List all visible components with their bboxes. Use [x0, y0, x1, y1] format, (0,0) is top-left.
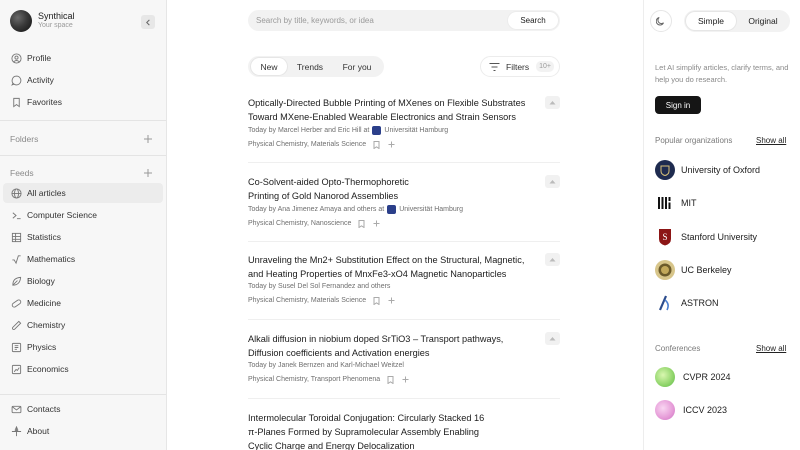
sidebar-item-contacts[interactable] [10, 402, 61, 416]
tab-new[interactable]: New [251, 58, 287, 75]
feed-item-label: Physics [27, 342, 57, 352]
filters-count-badge: 10+ [536, 61, 554, 72]
plus-icon[interactable] [401, 375, 410, 384]
org-name: UC Berkeley [681, 265, 732, 275]
org-item-berkeley[interactable] [655, 259, 732, 281]
filter-icon [489, 62, 500, 72]
sidebar-item-activity[interactable] [10, 73, 54, 87]
table-icon [10, 231, 22, 243]
chevron-up-icon [549, 179, 556, 184]
article-categories[interactable]: Physical Chemistry, Nanoscience [248, 220, 352, 227]
chat-icon [10, 74, 22, 86]
function-icon [10, 253, 22, 265]
feed-item-all-articles[interactable] [10, 186, 66, 200]
plus-icon [143, 168, 153, 178]
article-tags [248, 140, 396, 149]
article-authors: Today by Janek Bernzen and Karl-Michael Weitzel [248, 362, 404, 369]
pill-icon [10, 297, 22, 309]
feed-item-computer-science[interactable] [10, 208, 97, 222]
org-item-mit[interactable] [655, 192, 697, 214]
conference-name: CVPR 2024 [683, 372, 731, 382]
organizations-show-all-link[interactable]: Show all [756, 136, 787, 145]
feed-item-label: Chemistry [27, 320, 66, 330]
ai-promo-text: Let AI simplify articles, clarify terms, and help you do research. [655, 63, 789, 84]
bookmark-icon[interactable] [372, 296, 381, 305]
sidebar-item-favorites[interactable] [10, 95, 62, 109]
bookmark-icon[interactable] [357, 219, 366, 228]
search-bar [248, 10, 560, 31]
flask-icon [10, 319, 22, 331]
bookmark-icon[interactable] [386, 375, 395, 384]
filters-button[interactable] [480, 56, 560, 77]
collapse-sidebar-button[interactable] [141, 15, 155, 29]
mail-icon [10, 403, 22, 415]
filters-label: Filters [506, 61, 530, 72]
feed-item-label: Statistics [27, 232, 62, 242]
article-meta [248, 362, 404, 369]
add-folder-button[interactable] [142, 133, 154, 145]
feed-item-label: Mathematics [27, 254, 76, 264]
conference-item-cvpr[interactable] [655, 366, 731, 388]
oxford-crest-icon [655, 160, 675, 180]
article-meta [248, 126, 448, 135]
feed-item-medicine[interactable] [10, 296, 61, 310]
feed-item-mathematics[interactable] [10, 252, 75, 266]
divider [0, 155, 166, 156]
bookmark-icon[interactable] [372, 140, 381, 149]
feed-tabs [248, 56, 384, 77]
sidebar-item-label: Contacts [27, 404, 61, 414]
article-title[interactable]: Alkali diffusion in niobium doped SrTiO3 – Transport pathways, Diffusion coefficients and Activation energies [248, 334, 504, 358]
feed-item-physics[interactable] [10, 340, 56, 354]
article-categories[interactable]: Physical Chemistry, Materials Science [248, 297, 367, 304]
upvote-button[interactable] [545, 253, 560, 266]
chevron-up-icon [549, 100, 556, 105]
popular-organizations-heading: Popular organizations [655, 136, 733, 145]
article-organization[interactable]: Universität Hamburg [399, 206, 464, 213]
article-title[interactable]: Co-Solvent-aided Opto-Thermophoretic Printing of Gold Nanorod Assemblies [248, 177, 409, 201]
atom-icon [10, 341, 22, 353]
article-tags [248, 375, 410, 384]
tab-trends[interactable]: Trends [296, 61, 324, 72]
plus-icon[interactable] [387, 296, 396, 305]
article-tags [248, 219, 381, 228]
brand-name: Synthical [38, 11, 75, 21]
brand[interactable] [10, 10, 75, 32]
sidebar-item-label: About [27, 426, 50, 436]
university-logo-icon [372, 126, 381, 135]
org-name: MIT [681, 198, 697, 208]
upvote-button[interactable] [545, 175, 560, 188]
article-tags [248, 296, 396, 305]
mode-original-button[interactable]: Original [748, 16, 778, 26]
globe-icon [10, 187, 22, 199]
article-authors: Today by Marcel Herber and Eric Hill at [248, 127, 370, 134]
feed-item-economics[interactable] [10, 362, 69, 376]
feeds-heading: Feeds [10, 168, 34, 178]
org-name: University of Oxford [681, 165, 761, 175]
add-feed-button[interactable] [142, 167, 154, 179]
plus-icon [143, 134, 153, 144]
article-categories[interactable]: Physical Chemistry, Transport Phenomena [248, 376, 381, 383]
feed-item-biology[interactable] [10, 274, 55, 288]
conference-item-iccv[interactable] [655, 399, 727, 421]
article-authors: Today by Susel Del Sol Fernandez and others [248, 283, 391, 290]
article-meta [248, 283, 390, 290]
user-icon [10, 52, 22, 64]
upvote-button[interactable] [545, 96, 560, 109]
theme-toggle-button[interactable] [650, 10, 672, 32]
article-meta [248, 205, 463, 214]
org-name: Stanford University [681, 232, 758, 242]
sidebar-item-label: Profile [27, 53, 52, 63]
article-categories[interactable]: Physical Chemistry, Materials Science [248, 141, 367, 148]
tab-for-you[interactable]: For you [342, 61, 372, 72]
article-organization[interactable]: Universität Hamburg [384, 127, 449, 134]
mode-toggle [684, 10, 790, 32]
article-title[interactable]: Intermolecular Toroidal Conjugation: Circularly Stacked 16 π-Planes Formed by Supramolecular Assembly Enabling Cyclic Charge and Energy Delocalization [248, 413, 485, 450]
org-item-astron[interactable] [655, 292, 719, 314]
synthical-logo [10, 10, 32, 32]
cvpr-logo-icon [655, 367, 675, 387]
bookmark-icon [10, 96, 22, 108]
feed-item-chemistry[interactable] [10, 318, 65, 332]
article-title[interactable]: Unraveling the Mn2+ Substitution Effect on the Structural, Magnetic, and Heating Properties of MnxFe3-xO4 Magnetic Nanoparticles [248, 255, 525, 279]
iccv-logo-icon [655, 400, 675, 420]
conference-name: ICCV 2023 [683, 405, 728, 415]
stanford-logo-icon [655, 227, 675, 247]
mode-simple-button[interactable]: Simple [686, 12, 736, 30]
article-divider [248, 241, 560, 242]
sidebar-item-label: Favorites [27, 97, 62, 107]
plus-icon[interactable] [372, 219, 381, 228]
university-logo-icon [387, 205, 396, 214]
divider [0, 394, 166, 395]
search-button[interactable]: Search [508, 12, 558, 29]
compass-icon [10, 425, 22, 437]
conferences-show-all-link[interactable]: Show all [756, 344, 787, 353]
svg-text:S: S [662, 232, 668, 242]
article-divider [248, 398, 560, 399]
berkeley-seal-icon [655, 260, 675, 280]
chevron-up-icon [549, 257, 556, 262]
article-divider [248, 162, 560, 163]
chart-icon [10, 363, 22, 375]
article-divider [248, 319, 560, 320]
feed-item-statistics[interactable] [10, 230, 61, 244]
sign-in-button[interactable]: Sign in [655, 96, 701, 114]
upvote-button[interactable] [545, 332, 560, 345]
moon-icon [656, 16, 666, 26]
feed-item-label: All articles [27, 188, 66, 198]
mit-logo-icon [655, 193, 675, 213]
org-name: ASTRON [681, 298, 719, 308]
chevron-up-icon [549, 336, 556, 341]
feed-item-label: Computer Science [27, 210, 97, 220]
chevron-left-icon [145, 19, 152, 26]
search-input[interactable] [256, 14, 486, 27]
article-authors: Today by Ana Jimenez Amaya and others at [248, 206, 385, 213]
plus-icon[interactable] [387, 140, 396, 149]
sidebar-item-about[interactable] [10, 424, 49, 438]
sidebar [0, 0, 167, 450]
divider [0, 120, 166, 121]
astron-logo-icon [655, 293, 675, 313]
feed-item-label: Medicine [27, 298, 62, 308]
feed-item-label: Economics [27, 364, 69, 374]
org-item-oxford[interactable] [655, 159, 760, 181]
org-item-stanford[interactable] [655, 226, 757, 248]
article-title[interactable]: Optically-Directed Bubble Printing of MXenes on Flexible Substrates Toward MXene-Enabled Wearable Electronics and Strain Sensors [248, 98, 526, 122]
sidebar-item-profile[interactable] [10, 51, 51, 65]
conferences-heading: Conferences [655, 344, 701, 353]
feed-item-label: Biology [27, 276, 55, 286]
leaf-icon [10, 275, 22, 287]
folders-heading: Folders [10, 134, 39, 144]
sidebar-item-label: Activity [27, 75, 54, 85]
brand-subtitle: Your space [38, 22, 73, 29]
terminal-icon [10, 209, 22, 221]
